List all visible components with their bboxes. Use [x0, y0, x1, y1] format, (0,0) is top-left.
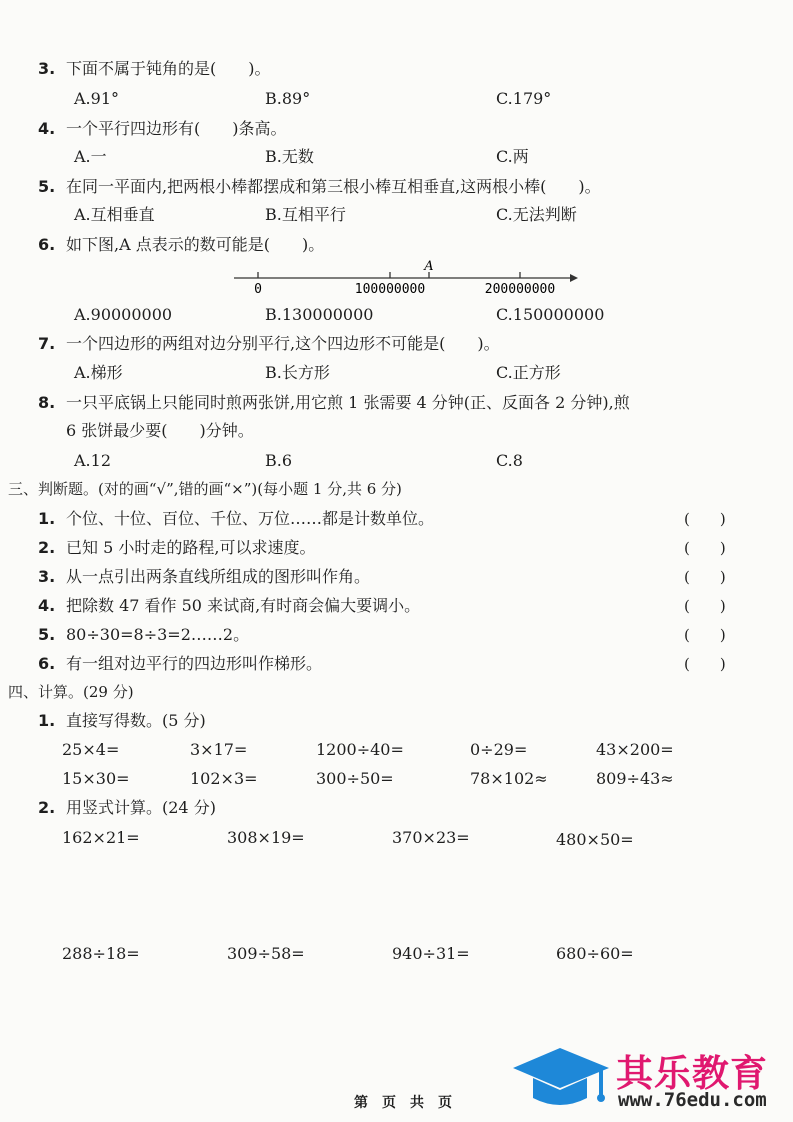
question-number: 3. [38, 59, 56, 78]
vertical-calc-item: 162×21= [62, 828, 140, 847]
question-text: 下面不属于钝角的是( )。 [66, 59, 271, 78]
question-text: 在同一平面内,把两根小棒都摆成和第三根小棒互相垂直,这两根小棒( )。 [66, 177, 601, 196]
option-c: C.无法判断 [496, 205, 577, 224]
oral-calc-item: 78×102≈ [470, 769, 548, 788]
oral-calc-item: 1200÷40= [316, 740, 404, 759]
section-title-judgement: 三、判断题。(对的画“√”,错的画“×”)(每小题 1 分,共 6 分) [8, 480, 402, 498]
option-a: A.一 [74, 147, 107, 166]
option-b: B.130000000 [265, 305, 374, 324]
question-number: 2. [38, 798, 56, 817]
vertical-calc-item: 309÷58= [227, 944, 305, 963]
tick-label-100000000: 100000000 [354, 282, 426, 297]
logo-brand-name: 其乐教育 [616, 1052, 768, 1095]
oral-calc-item: 3×17= [190, 740, 248, 759]
tick-label-200000000: 200000000 [484, 282, 556, 297]
judgement-text: 个位、十位、百位、千位、万位……都是计数单位。 [66, 509, 435, 528]
number-line-arrow [570, 274, 578, 282]
question-number: 5. [38, 177, 56, 196]
question-number: 1. [38, 711, 56, 730]
question-number: 7. [38, 334, 56, 353]
answer-paren[interactable]: ( ) [684, 510, 726, 528]
answer-paren[interactable]: ( ) [684, 568, 726, 586]
vertical-calc-item: 940÷31= [392, 944, 470, 963]
option-b: B.互相平行 [265, 205, 346, 224]
judgement-text: 有一组对边平行的四边形叫作梯形。 [66, 654, 323, 673]
option-a: A.12 [74, 451, 111, 470]
judgement-text: 把除数 47 看作 50 来试商,有时商会偏大要调小。 [66, 596, 421, 615]
judgement-text: 从一点引出两条直线所组成的图形叫作角。 [66, 567, 371, 586]
vertical-calc-item: 308×19= [227, 828, 305, 847]
option-b: B.无数 [265, 147, 314, 166]
oral-calc-item: 15×30= [62, 769, 130, 788]
oral-calc-item: 809÷43≈ [596, 769, 674, 788]
question-number: 8. [38, 393, 56, 412]
oral-calc-item: 25×4= [62, 740, 120, 759]
question-text: 一个四边形的两组对边分别平行,这个四边形不可能是( )。 [66, 334, 500, 353]
number-line-figure [230, 258, 580, 300]
option-c: C.8 [496, 451, 523, 470]
option-c: C.两 [496, 147, 529, 166]
subsection-title: 用竖式计算。(24 分) [66, 798, 216, 817]
question-number: 6. [38, 654, 56, 673]
question-text: 一个平行四边形有( )条高。 [66, 119, 287, 138]
page-footer: 第 页 共 页 [354, 1095, 452, 1111]
question-number: 4. [38, 596, 56, 615]
option-b: B.89° [265, 89, 311, 108]
question-text: 一只平底锅上只能同时煎两张饼,用它煎 1 张需要 4 分钟(正、反面各 2 分钟),煎 [66, 393, 630, 412]
tick-label-0: 0 [254, 282, 262, 297]
vertical-calc-item: 680÷60= [556, 944, 634, 963]
answer-paren[interactable]: ( ) [684, 655, 726, 673]
option-b: B.6 [265, 451, 293, 470]
judgement-text: 80÷30=8÷3=2……2。 [66, 625, 250, 644]
vertical-calc-item: 480×50= [556, 830, 634, 849]
oral-calc-item: 300÷50= [316, 769, 394, 788]
question-number: 1. [38, 509, 56, 528]
oral-calc-item: 102×3= [190, 769, 258, 788]
vertical-calc-item: 288÷18= [62, 944, 140, 963]
point-a-label: A [424, 259, 434, 274]
answer-paren[interactable]: ( ) [684, 597, 726, 615]
option-a: A.互相垂直 [74, 205, 155, 224]
vertical-calc-item: 370×23= [392, 828, 470, 847]
subsection-title: 直接写得数。(5 分) [66, 711, 206, 730]
option-c: C.150000000 [496, 305, 605, 324]
oral-calc-item: 0÷29= [470, 740, 528, 759]
question-text-continued: 6 张饼最少要( )分钟。 [66, 421, 254, 440]
question-number: 2. [38, 538, 56, 557]
question-number: 4. [38, 119, 56, 138]
option-b: B.长方形 [265, 363, 330, 382]
answer-paren[interactable]: ( ) [684, 626, 726, 644]
option-a: A.梯形 [74, 363, 123, 382]
judgement-text: 已知 5 小时走的路程,可以求速度。 [66, 538, 316, 557]
answer-paren[interactable]: ( ) [684, 539, 726, 557]
question-number: 6. [38, 235, 56, 254]
option-a: A.91° [74, 89, 119, 108]
option-c: C.179° [496, 89, 552, 108]
logo-website: www.76edu.com [618, 1089, 767, 1111]
oral-calc-item: 43×200= [596, 740, 674, 759]
option-a: A.90000000 [74, 305, 173, 324]
question-number: 5. [38, 625, 56, 644]
section-title-calculation: 四、计算。(29 分) [8, 683, 134, 701]
option-c: C.正方形 [496, 363, 561, 382]
question-text: 如下图,A 点表示的数可能是( )。 [66, 235, 325, 254]
question-number: 3. [38, 567, 56, 586]
